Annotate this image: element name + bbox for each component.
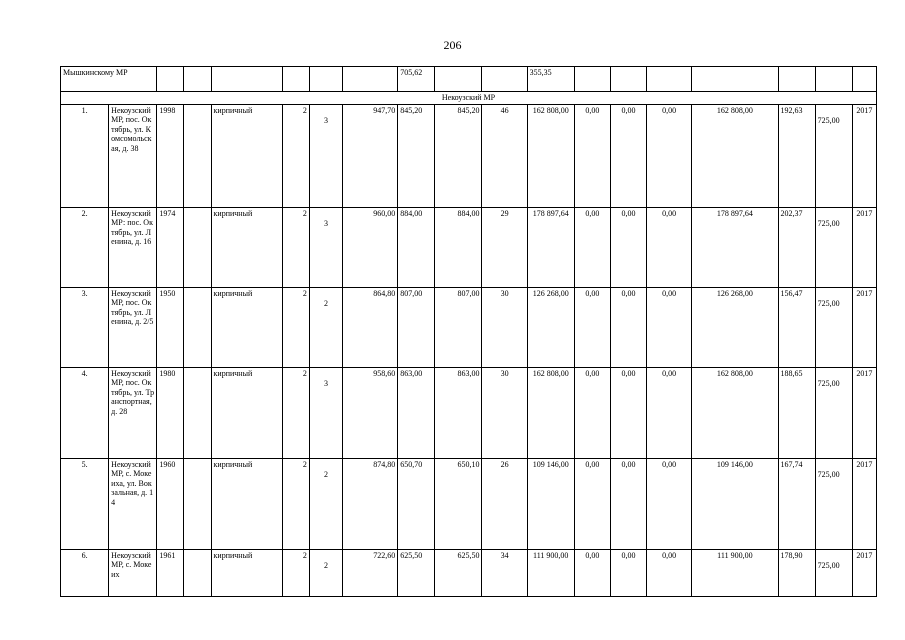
row-max-cost: 725,00	[815, 459, 852, 550]
row-unit-cost: 167,74	[778, 459, 815, 550]
row-entrances: 2	[309, 550, 342, 597]
row-material: кирпичный	[211, 105, 282, 208]
row-total-area: 874,80	[343, 459, 398, 550]
row-area1: 650,70	[398, 459, 435, 550]
row-number: 6.	[61, 550, 109, 597]
row-material: кирпичный	[211, 368, 282, 459]
row-year-end: 2017	[852, 288, 876, 368]
page-number: 206	[443, 38, 462, 52]
row-people: 26	[482, 459, 527, 550]
row-address: Некоузский МР, пос. Октябрь, ул. Комсомольская, д. 38	[109, 105, 157, 208]
row-floors: 2	[282, 208, 309, 288]
row-number: 2.	[61, 208, 109, 288]
row-unit-cost: 156,47	[778, 288, 815, 368]
row-people: 46	[482, 105, 527, 208]
row-f3: 0,00	[647, 550, 692, 597]
row-f1: 0,00	[574, 208, 610, 288]
row-floors: 2	[282, 105, 309, 208]
row-entrances: 2	[309, 288, 342, 368]
row-f4: 178 897,64	[692, 208, 778, 288]
row-f4: 109 146,00	[692, 459, 778, 550]
row-f4: 162 808,00	[692, 368, 778, 459]
row-area1: 884,00	[398, 208, 435, 288]
row-area2: 845,20	[435, 105, 482, 208]
row-year-end: 2017	[852, 208, 876, 288]
row-entrances: 2	[309, 459, 342, 550]
row-max-cost: 725,00	[815, 368, 852, 459]
row-entrances: 3	[309, 105, 342, 208]
row-cost: 162 808,00	[527, 368, 574, 459]
row-f1: 0,00	[574, 550, 610, 597]
row-f2: 0,00	[610, 208, 646, 288]
table-row	[61, 105, 877, 208]
row-f1: 0,00	[574, 459, 610, 550]
table-row	[61, 208, 877, 288]
row-unit-cost: 192,63	[778, 105, 815, 208]
row-entrances: 3	[309, 368, 342, 459]
row-address: Некоузский МР, пос. Октябрь, ул. Транспортная, д. 28	[109, 368, 157, 459]
row-year: 1960	[157, 459, 184, 550]
row-max-cost: 725,00	[815, 208, 852, 288]
row-floors: 2	[282, 288, 309, 368]
row-floors: 2	[282, 550, 309, 597]
row-material: кирпичный	[211, 459, 282, 550]
row-year-end: 2017	[852, 105, 876, 208]
row-people: 30	[482, 368, 527, 459]
row-area2: 650,10	[435, 459, 482, 550]
row-people: 34	[482, 550, 527, 597]
row-material: кирпичный	[211, 208, 282, 288]
row-f3: 0,00	[647, 288, 692, 368]
table-row	[61, 288, 877, 368]
row-address: Некоузский МР: пос. Октябрь, ул. Ленина, д. 16	[109, 208, 157, 288]
row-number: 5.	[61, 459, 109, 550]
row-max-cost: 725,00	[815, 550, 852, 597]
summary-label: Мышкинскому МР	[61, 67, 157, 92]
row-unit-cost: 202,37	[778, 208, 815, 288]
row-number: 1.	[61, 105, 109, 208]
row-area2: 807,00	[435, 288, 482, 368]
row-f1: 0,00	[574, 288, 610, 368]
row-address: Некоузский МР, с. Мокеих	[109, 550, 157, 597]
row-f2: 0,00	[610, 368, 646, 459]
row-f2: 0,00	[610, 288, 646, 368]
row-year-end: 2017	[852, 550, 876, 597]
row-year: 1998	[157, 105, 184, 208]
row-material: кирпичный	[211, 288, 282, 368]
row-area1: 807,00	[398, 288, 435, 368]
row-address: Некоузский МР, с. Мокеиха, ул. Вокзальная, д. 14	[109, 459, 157, 550]
row-area1: 845,20	[398, 105, 435, 208]
row-year: 1974	[157, 208, 184, 288]
row-unit-cost: 178,90	[778, 550, 815, 597]
row-area2: 625,50	[435, 550, 482, 597]
row-area1: 625,50	[398, 550, 435, 597]
section-row	[61, 92, 877, 105]
row-entrances: 3	[309, 208, 342, 288]
row-cost: 162 808,00	[527, 105, 574, 208]
row-floors: 2	[282, 368, 309, 459]
row-year: 1950	[157, 288, 184, 368]
row-total-area: 947,70	[343, 105, 398, 208]
row-year: 1961	[157, 550, 184, 597]
row-total-area: 864,80	[343, 288, 398, 368]
row-cost: 111 900,00	[527, 550, 574, 597]
row-year-end: 2017	[852, 459, 876, 550]
row-f3: 0,00	[647, 105, 692, 208]
row-area1: 863,00	[398, 368, 435, 459]
row-material: кирпичный	[211, 550, 282, 597]
row-cost: 109 146,00	[527, 459, 574, 550]
table-row	[61, 368, 877, 459]
row-year-end: 2017	[852, 368, 876, 459]
row-floors: 2	[282, 459, 309, 550]
summary-row	[61, 67, 877, 92]
register-table	[60, 66, 877, 597]
section-label: Некоузский МР	[61, 92, 877, 105]
row-f3: 0,00	[647, 208, 692, 288]
row-f2: 0,00	[610, 550, 646, 597]
row-f2: 0,00	[610, 459, 646, 550]
row-max-cost: 725,00	[815, 105, 852, 208]
row-cost: 126 268,00	[527, 288, 574, 368]
row-cost: 178 897,64	[527, 208, 574, 288]
row-area2: 863,00	[435, 368, 482, 459]
row-people: 30	[482, 288, 527, 368]
row-f1: 0,00	[574, 368, 610, 459]
summary-cost: 355,35	[527, 67, 574, 92]
row-year: 1980	[157, 368, 184, 459]
row-f2: 0,00	[610, 105, 646, 208]
row-f4: 162 808,00	[692, 105, 778, 208]
table-row	[61, 550, 877, 597]
row-unit-cost: 188,65	[778, 368, 815, 459]
row-total-area: 722,60	[343, 550, 398, 597]
summary-area: 705,62	[398, 67, 435, 92]
row-f1: 0,00	[574, 105, 610, 208]
row-area2: 884,00	[435, 208, 482, 288]
row-f3: 0,00	[647, 368, 692, 459]
row-f4: 111 900,00	[692, 550, 778, 597]
row-number: 3.	[61, 288, 109, 368]
table-row	[61, 459, 877, 550]
row-number: 4.	[61, 368, 109, 459]
row-total-area: 958,60	[343, 368, 398, 459]
row-people: 29	[482, 208, 527, 288]
row-total-area: 960,00	[343, 208, 398, 288]
row-address: Некоузский МР, пос. Октябрь, ул. Ленина, д. 2/5	[109, 288, 157, 368]
row-max-cost: 725,00	[815, 288, 852, 368]
row-f3: 0,00	[647, 459, 692, 550]
row-f4: 126 268,00	[692, 288, 778, 368]
